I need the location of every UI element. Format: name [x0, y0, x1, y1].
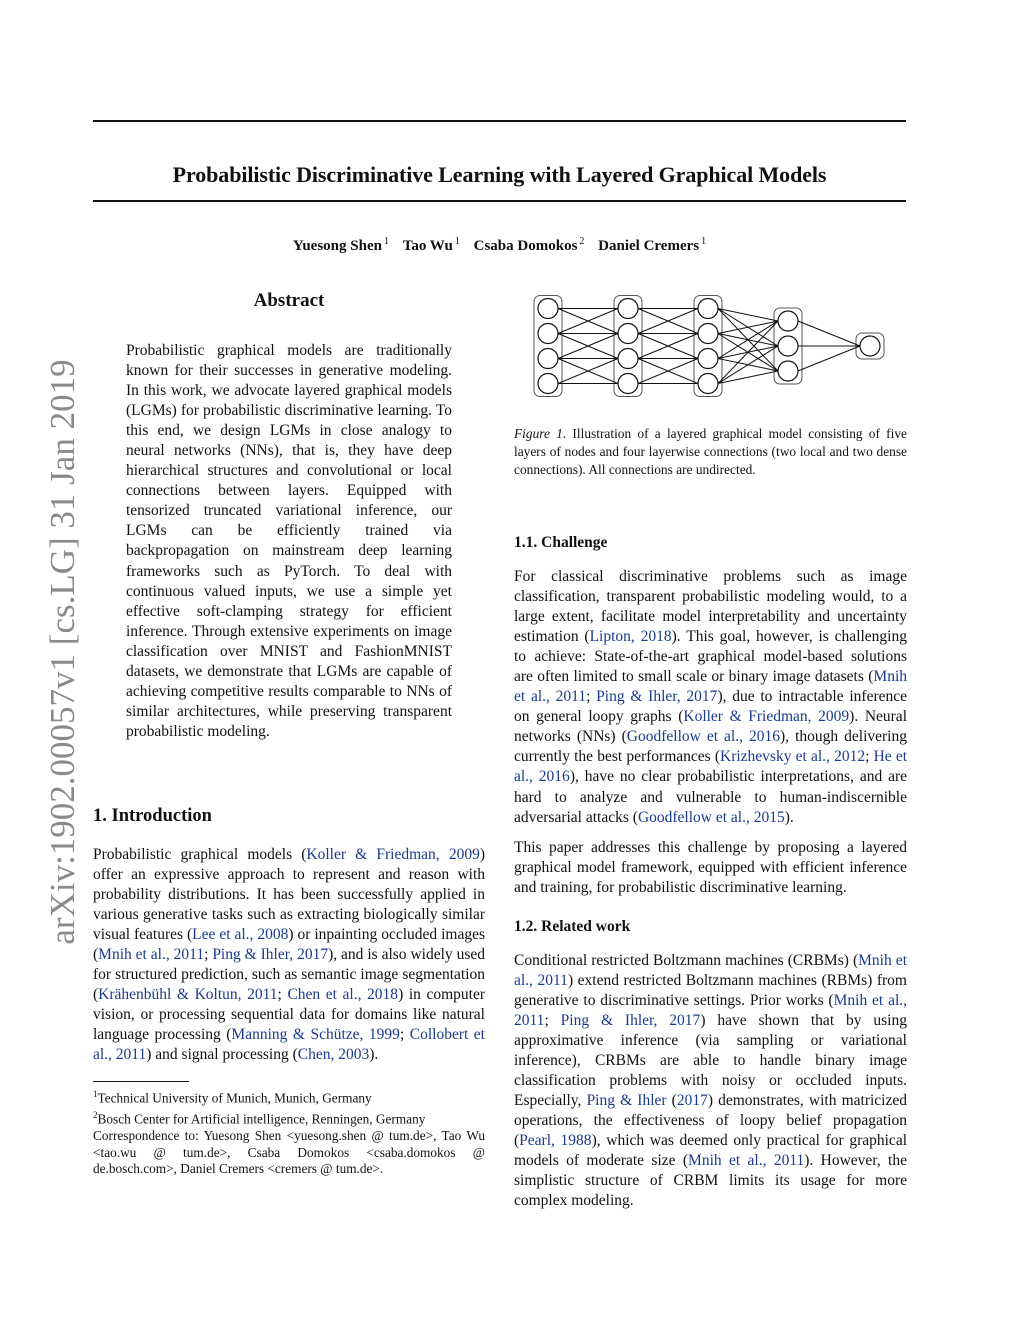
challenge-heading: 1.1. Challenge [514, 534, 608, 551]
paragraph-text: ; [865, 748, 874, 766]
citation-link[interactable]: He et al., 2016 [514, 748, 908, 786]
author-affiliation-mark: 1 [701, 236, 707, 247]
paragraph-text: Probabilistic graphical models ( [93, 845, 307, 863]
graph-node [538, 324, 558, 344]
graph-node [698, 324, 718, 344]
citation-link[interactable]: Ping & Ihler [586, 1092, 667, 1110]
paragraph-text: ; [544, 1011, 561, 1029]
graph-node [618, 299, 638, 319]
layered-graphical-model-figure [532, 290, 902, 405]
paragraph-text: ; [399, 1026, 410, 1044]
author-name: Daniel Cremers [598, 238, 700, 254]
graph-node [778, 336, 798, 356]
citation-link[interactable]: Ping & Ihler, 2017 [560, 1011, 701, 1029]
abstract-heading: Abstract [253, 290, 325, 311]
graph-node [538, 349, 558, 369]
author-affiliation-mark: 1 [383, 236, 389, 247]
paragraph-text: ). However, the simplistic structure of CRBM limits its usage for more complex modeling. [514, 1152, 907, 1210]
title-rule-top [93, 120, 906, 122]
graph-node [698, 349, 718, 369]
citation-link[interactable]: Chen, 2003 [297, 1046, 370, 1064]
author-name: Tao Wu [402, 238, 453, 254]
introduction-paragraph [93, 845, 485, 1066]
citation-link[interactable]: Ping & Ihler, 2017 [212, 946, 329, 964]
paragraph-text: ). [784, 808, 794, 826]
paragraph-text: ) demonstrates, with matricized operations, the effectiveness of loopy belief propagation ( [514, 1092, 907, 1150]
author [474, 238, 585, 254]
citation-link[interactable]: Goodfellow et al., 2016 [626, 728, 781, 746]
footnote-mark: 1 [93, 1089, 98, 1100]
citation-link[interactable]: 2017 [676, 1092, 708, 1110]
citation-link[interactable]: Chen et al., 2018 [287, 986, 399, 1004]
author-name: Yuesong Shen [292, 238, 382, 254]
paragraph-text: ). [369, 1046, 379, 1064]
author-name: Csaba Domokos [473, 238, 578, 254]
citation-link[interactable]: Koller & Friedman, 2009 [683, 708, 850, 726]
citation-link[interactable]: Goodfellow et al., 2015 [637, 808, 785, 826]
paragraph-text: Conditional restricted Boltzmann machines (CRBMs) ( [514, 951, 859, 969]
footnotes [93, 1086, 485, 1177]
paragraph-text: For classical discriminative problems such as image classification, transparent probabilistic modeling would, to a large extent, facilitate model interpretability and uncertainty estimation ( [514, 568, 907, 646]
paragraph-text: ). Neural networks (NNs) ( [514, 708, 907, 746]
graph-node [618, 374, 638, 394]
paragraph-text: ), due to intractable inference on general loopy graphs ( [514, 688, 908, 726]
challenge-paragraph-2: This paper addresses this challenge by proposing a layered graphical model framework, equipped with efficient inference and training, for probabilistic discriminative learning. [514, 838, 907, 896]
figure-label: Figure 1. [514, 426, 567, 441]
paragraph-text: ) or inpainting occluded images ( [93, 926, 485, 964]
edge-line [718, 321, 778, 384]
figure-1-caption [514, 425, 907, 479]
citation-link[interactable]: Lipton, 2018 [589, 628, 672, 646]
paragraph-text: ), though delivering currently the best performances ( [514, 728, 907, 766]
arxiv-identifier-stamp: arXiv:1902.00057v1 [cs.LG] 31 Jan 2019 [43, 359, 82, 945]
edge-line [718, 371, 778, 384]
footnote-divider [93, 1081, 189, 1082]
footnote-1 [93, 1086, 485, 1107]
correspondence-note: Correspondence to: Yuesong Shen <yuesong.shen @ tum.de>, Tao Wu <tao.wu @ tum.de>, Csaba Domokos <csaba.domokos @ de.bosch.com>, Daniel Cremers <cremers @ tum.de>. [93, 1128, 485, 1176]
citation-link[interactable]: Pearl, 1988 [519, 1132, 592, 1150]
citation-link[interactable]: Ping & Ihler, 2017 [596, 688, 718, 706]
citation-link[interactable]: Mnih et al., 2011 [514, 951, 907, 989]
title-rule-bottom [93, 200, 906, 202]
graph-node [778, 311, 798, 331]
citation-link[interactable]: Mnih et al., 2011 [514, 668, 907, 706]
abstract-text: Probabilistic graphical models are traditionally known for their successes in generative modeling. In this work, we advocate layered graphical models (LGMs) for probabilistic discriminative learning. To this end, we design LGMs in close analogy to neural networks (NNs), that is, they have deep hierarchical structures and convolutional or local connections between layers. Equipped with tensorized truncated variational inference, our LGMs can be efficiently trained via backpropagation on mainstream deep learning frameworks such as PyTorch. To deal with continuous valued inputs, we use a simple yet effective soft-clamping strategy for efficient inference. Through extensive experiments on image classification over MNIST and FashionMNIST datasets, we demonstrate that LGMs are capable of achieving competitive results comparable to NNs of similar architectures, while preserving transparent probabilistic modeling. [126, 342, 452, 740]
footnote-2 [93, 1107, 485, 1128]
citation-link[interactable]: Koller & Friedman, 2009 [306, 845, 480, 863]
graph-node [538, 374, 558, 394]
citation-link[interactable]: Krähenbühl & Koltun, 2011 [98, 986, 278, 1004]
graph-node [698, 299, 718, 319]
edge-line [718, 321, 778, 334]
author-list [93, 236, 906, 255]
author [403, 238, 460, 254]
figure-caption-text: Illustration of a layered graphical model consisting of five layers of nodes and four layerwise connections (two local and two dense connections). All connections are undirected. [514, 426, 907, 477]
edge-line [718, 309, 778, 322]
related-work-paragraph [514, 951, 907, 1212]
author [598, 238, 706, 254]
paragraph-text: ) extend restricted Boltzmann machines (RBMs) from generative to discriminative settings. Prior works ( [514, 971, 907, 1009]
author-affiliation-mark: 2 [579, 236, 585, 247]
paragraph-text: ; [204, 946, 213, 964]
graph-node [538, 299, 558, 319]
citation-link[interactable]: Krizhevsky et al., 2012 [720, 748, 866, 766]
citation-link[interactable]: Mnih et al., 2011 [514, 991, 907, 1029]
edge-line [798, 321, 860, 346]
introduction-heading: 1. Introduction [93, 805, 212, 826]
paragraph-text: ), have no clear probabilistic interpretations, and are hard to analyze and vulnerable to human-indiscernible adversarial attacks ( [514, 768, 907, 826]
paragraph-text: ; [277, 986, 288, 1004]
graph-node [618, 324, 638, 344]
citation-link[interactable]: Mnih et al., 2011 [98, 946, 205, 964]
challenge-paragraph-1 [514, 567, 907, 828]
graph-node [618, 349, 638, 369]
paragraph-text: ) and signal processing ( [146, 1046, 298, 1064]
paragraph-text: ) have shown that by using approximative inference (via sampling or variational inference), CRBMs are able to handle binary image classification problems with noisy or occluded inputs. Especially, [514, 1011, 907, 1110]
right-column [514, 290, 907, 1211]
citation-link[interactable]: Manning & Schütze, 1999 [231, 1026, 400, 1044]
citation-link[interactable]: Collobert et al., 2011 [93, 1026, 485, 1064]
graph-node [778, 361, 798, 381]
footnote-text: Technical University of Munich, Munich, Germany [97, 1090, 372, 1106]
edge-line [798, 346, 860, 371]
footnote-mark: 2 [93, 1110, 98, 1121]
paragraph-text: ; [586, 688, 597, 706]
left-column [93, 290, 485, 1177]
related-work-heading: 1.2. Related work [514, 917, 631, 935]
paragraph-text: ). This goal, however, is challenging to achieve: State-of-the-art graphical model-based solutions are often limited to small scale or binary image datasets ( [514, 628, 907, 686]
footnote-text: Bosch Center for Artificial intelligence, Renningen, Germany [97, 1111, 426, 1127]
graph-node [860, 336, 880, 356]
author-affiliation-mark: 1 [454, 236, 460, 247]
paragraph-text: ), which was deemed only practical for graphical models of moderate size ( [514, 1132, 908, 1170]
paragraph-text: ), and is also widely used for structured prediction, such as semantic image segmentation ( [93, 946, 486, 1004]
citation-link[interactable]: Lee et al., 2008 [192, 926, 289, 944]
author [293, 238, 389, 254]
paragraph-text: ) in computer vision, or processing sequential data for domains like natural language processing ( [93, 986, 485, 1044]
paragraph-text: ( [666, 1092, 677, 1110]
citation-link[interactable]: Mnih et al., 2011 [688, 1152, 805, 1170]
paragraph-text: ) offer an expressive approach to represent and reason with probability distributions. It has been successfully applied in various generative tasks such as extracting biologically similar visual features ( [93, 845, 485, 944]
graph-node [698, 374, 718, 394]
paper-title: Probabilistic Discriminative Learning with Layered Graphical Models [172, 161, 827, 187]
